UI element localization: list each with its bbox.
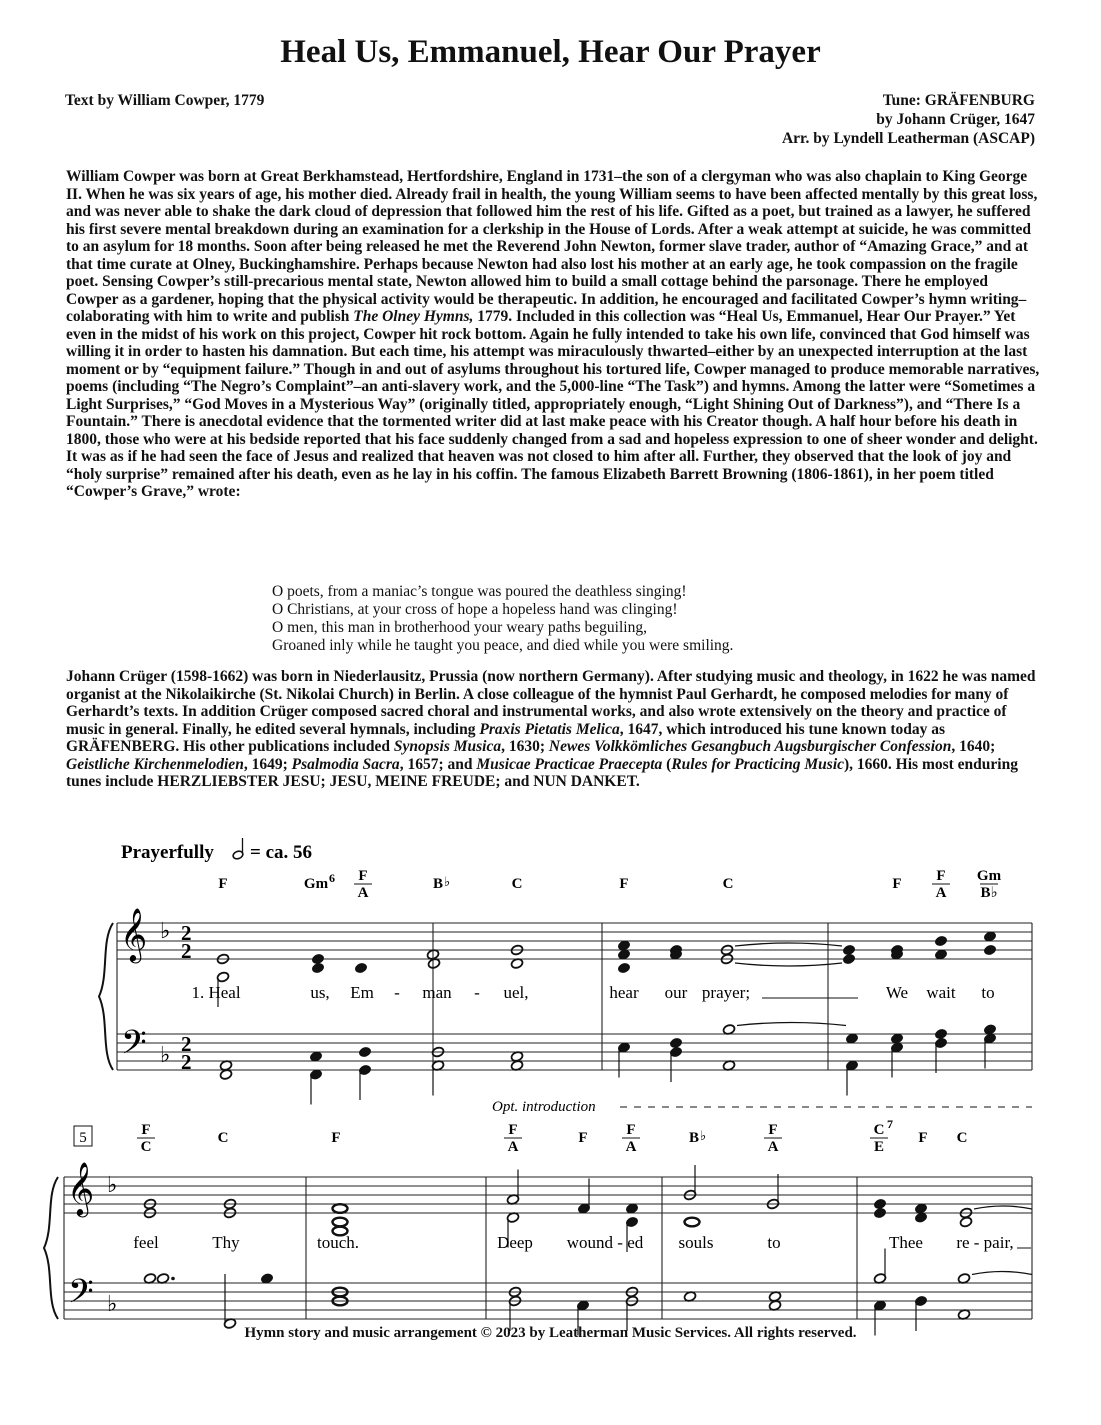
chord-root: C [956,1130,968,1146]
chord-bass: A [357,885,369,901]
chord-root: B [688,1130,700,1146]
chord-symbol [504,1122,522,1155]
notehead [934,935,947,947]
chord-symbol [892,876,901,892]
tune-name: Tune: GRÄFENBURG [882,92,1035,109]
notehead [873,1207,886,1219]
chord-bass: A [767,1139,779,1155]
story1-italic-olney: The Olney Hymns, [353,308,474,325]
chord-root: C [873,1122,885,1138]
time-signature-top: 2 [181,1032,192,1056]
story2-italic: Newes Volkkömliches Gesangbuch Augsburgischer Confession [548,738,952,755]
lyric-syllable: to [981,983,995,1002]
lyric-syllable: man [422,983,452,1002]
chord-symbol [433,875,450,892]
chord-root: F [626,1122,636,1138]
lyric-syllable: Thee [889,1233,923,1252]
brace [44,1177,58,1319]
measure-number: 5 [79,1130,87,1146]
lyric-syllable: 1. Heal [191,983,241,1002]
time-signature-bottom: 2 [181,1050,192,1074]
story2-text: , 1649; [243,755,292,773]
tie [972,1272,1032,1275]
poem-line: O poets, from a maniac’s tongue was poured the deathless singing! [272,583,687,600]
notehead [354,962,367,974]
lyric-syllable: uel, [503,983,529,1002]
brace [99,923,113,1070]
chord-root: Gm [976,868,1002,884]
story2-italic: Geistliche Kirchenmelodien [66,755,244,773]
chord-root: F [218,876,228,892]
story2-text: ), 1660. His most enduring tunes include HERZLIEBSTER JESU; JESU, MEINE FREUDE; and NUN DANKET. [66,755,1018,790]
chord-symbol [218,1130,229,1146]
chord-symbol [689,1129,706,1146]
lyric-syllable: Deep [497,1233,533,1252]
poem-line: O men, this man in brotherhood your weary paths beguiling, [272,619,647,636]
chord-extension: 6 [329,871,335,885]
story2-italic: Synopsis Musica [393,738,502,755]
chord-root: C [217,1130,229,1146]
tie [735,943,842,946]
lyric-syllable: our [664,983,688,1002]
lyric-syllable: wait [926,983,956,1002]
flat-key-signature: ♭ [160,919,171,944]
notehead [842,953,855,965]
chord-bass: B♭ [980,885,998,901]
copyright-footer: Hymn story and music arrangement © 2023 by Leatherman Music Services. All rights reserved. [244,1325,857,1341]
chord-root: F [358,868,368,884]
story2-text: , 1647, which introduced his tune known today as GRÄFENBERG. His other publications included [66,720,946,755]
opt-intro-label: Opt. introduction [492,1099,596,1115]
whole-note [333,1218,348,1227]
lyric-syllable: Thy [212,1233,240,1252]
story1-text-b: 1779. Included in this collection was “Heal Us, Emmanuel, Hear Our Prayer.” Yet even in the midst of his work on this project, Cowper hit rock bottom. Again he fully intended to take his own life, convinced that God himself was willing it in order to hasten his damnation. But each time, his attempt was miraculously thwarted–either by an unexpected interruption at the last moment or by “equipment failure.” Though in and out of asylums throughout his tortured life, Cowper managed to produce memorable narratives, poems (including “The Negro’s Complaint”–an anti-slavery work, and the 5,000-line “The Task”) and hymns. Among the latter were “Sometimes a Light Surprises,” “God Moves in a Mysterious Way” (originally titled, appropriately enough, “Light Shining Out of Darkness”), and “There Is a Fountain.” There is anecdotal evidence that the tormented writer did at last make peace with his Creator though. A half hour before his death in 1800, those who were at his bedside reported that his face suddenly changed from a sad and hopeless expression to one of sheer wonder and delight. It was as if he had seen the face of Jesus and realized that heaven was not closed to him after all. Further, they observed that the look of joy and “holy surprise” remained after his death, even as he lay in his coffin. The famous Elizabeth Barrett Browning (1806-1861), in her poem titled “Cowper’s Grave,” wrote: [66,308,1040,500]
tune-composer: by Johann Crüger, 1647 [876,111,1035,128]
lyric-syllable: wound - ed [566,1233,644,1252]
page-title: Heal Us, Emmanuel, Hear Our Prayer [280,34,821,70]
notehead [934,1028,947,1040]
story2-text: , 1657; and [399,755,477,773]
chord-bass: A [935,885,947,901]
chord-bass: A [507,1139,519,1155]
lyric-syllable: re - pair, [956,1233,1014,1252]
tie [737,1023,846,1026]
half-note-symbol [232,838,244,860]
tie [974,1206,1032,1209]
chord-symbol [218,876,227,892]
notehead [983,944,996,956]
tempo-marking: Prayerfully [121,842,214,863]
chord-bass: E [873,1139,885,1155]
notehead [311,962,324,974]
chord-bass: A [625,1139,637,1155]
chord-symbol [723,876,734,892]
treble-clef-icon: 𝄞 [67,1161,95,1215]
lyric-syllable: We [885,983,909,1002]
poem-line: O Christians, at your cross of hope a hopeless hand was clinging! [272,601,678,618]
chord-root: F [141,1122,151,1138]
notehead [842,944,855,956]
chord-root: F [918,1130,928,1146]
tune-arranger: Arr. by Lyndell Leatherman (ASCAP) [781,130,1035,147]
chord-root: F [578,1130,588,1146]
chord-extension: 7 [887,1117,893,1131]
story2-text: ( [662,755,672,773]
chord-root: F [508,1122,518,1138]
chord-bass: C [140,1139,152,1155]
lyric-syllable: feel [133,1233,159,1252]
chord-root: C [722,876,734,892]
story2-italic: Psalmodia Sacra [291,755,400,773]
flat-key-signature: ♭ [160,1043,171,1068]
chord-symbol [957,1130,968,1146]
text-credit: Text by William Cowper, 1779 [65,92,265,109]
lyric-syllable: - [394,983,400,1002]
story2-italic: Rules for Practicing Music [671,755,845,773]
flat-key-signature: ♭ [107,1292,118,1317]
chord-symbol [354,868,372,901]
notehead [311,953,324,965]
notehead [358,1046,371,1058]
chord-root: B [432,876,444,892]
chord-symbol [918,1130,927,1146]
chord-symbol [512,876,523,892]
lyric-syllable: souls [678,1233,714,1252]
lyric-syllable: prayer; [701,983,751,1002]
dot [171,1277,175,1281]
story2-italic: Musicae Practicae Praecepta [476,755,663,773]
chord-symbol [977,868,1002,901]
chord-root: F [892,876,902,892]
lyric-syllable: touch. [316,1233,360,1252]
chord-symbol [137,1122,155,1155]
chord-symbol [619,876,628,892]
bass-clef-icon: 𝄢 [68,1273,94,1319]
bass-clef-icon: 𝄢 [121,1024,147,1070]
chord-symbol [870,1117,893,1155]
chord-flat: ♭ [700,1129,707,1144]
notehead [669,1037,682,1049]
story2-text: , 1640; [951,738,996,755]
flat-key-signature: ♭ [107,1173,118,1198]
chord-root: Gm [303,876,329,892]
lyric-syllable: to [767,1233,781,1252]
chord-root: F [936,868,946,884]
chord-symbol [622,1122,640,1155]
chord-root: F [331,1130,341,1146]
lyric-syllable: Em [350,983,374,1002]
chord-symbol [932,868,950,901]
lyric-syllable: - [474,983,480,1002]
notehead [873,1198,886,1210]
lyric-syllable: us, [310,983,330,1002]
chord-symbol [331,1130,340,1146]
chord-symbol [304,871,335,892]
time-signature-bottom: 2 [181,939,192,963]
story2-italic: Praxis Pietatis Melica [479,720,620,738]
notehead [617,962,630,974]
tempo-value: = ca. 56 [250,842,313,863]
chord-symbol [764,1122,782,1155]
story2-text: Johann Crüger (1598-1662) was born in Niederlausitz, Prussia (now northern Germany). After studying music and theology, in 1622 he was named organist at the Nikolaikirche (St. Nikolai Church) in Berlin. A close colleague of the hymnist Paul Gerhardt, he composed melodies for many of Gerhardt’s texts. In addition Crüger composed sacred choral and instrumental works, and also wrote extensively on the theory and practice of music in general. Finally, he edited several hymnals, including [66,668,1036,738]
chord-symbol [578,1130,587,1146]
notehead [959,1216,972,1228]
chord-flat: ♭ [444,875,451,890]
chord-root: C [511,876,523,892]
chord-root: F [619,876,629,892]
poem-line: Groaned inly while he taught you peace, and died while you were smiling. [272,637,734,654]
whole-note [685,1218,700,1227]
chord-root: F [768,1122,778,1138]
tie [735,963,842,966]
whole-note [333,1204,348,1213]
story1-text-a: William Cowper was born at Great Berkhamstead, Hertfordshire, England in 1731–the son of a clergyman who was also chaplain to King George II. When he was six years of age, his mother died. Already frail in health, the young William seems to have been affected mentally by this great loss, and was never able to shake the dark cloud of depression that followed him the rest of his life. Gifted as a poet, but trained as a lawyer, he suffered his first severe mental breakdown during an examination for a clerkship in the House of Lords. After a weak attempt at suicide, he was committed to an asylum for 18 months. Soon after being released he met the Reverend John Newton, former slave trader, author of “Amazing Grace,” and at that time curate at Olney, Buckinghamshire. Perhaps because Newton had also lost his mother at an early age, he took compassion on the fragile poet. Sensing Cowper’s still-precarious mental state, Newton allowed him to build a small cottage behind the parsonage. There he employed Cowper as a gardener, hoping that the physical activity would be therapeutic. In addition, he encouraged and facilitated Cowper’s hymn writing–colaborating with him to write and publish [66,168,1038,325]
time-signature-top: 2 [181,921,192,945]
treble-clef-icon: 𝄞 [120,907,148,961]
story2-text: , 1630; [501,738,549,755]
lyric-syllable: hear [609,983,639,1002]
